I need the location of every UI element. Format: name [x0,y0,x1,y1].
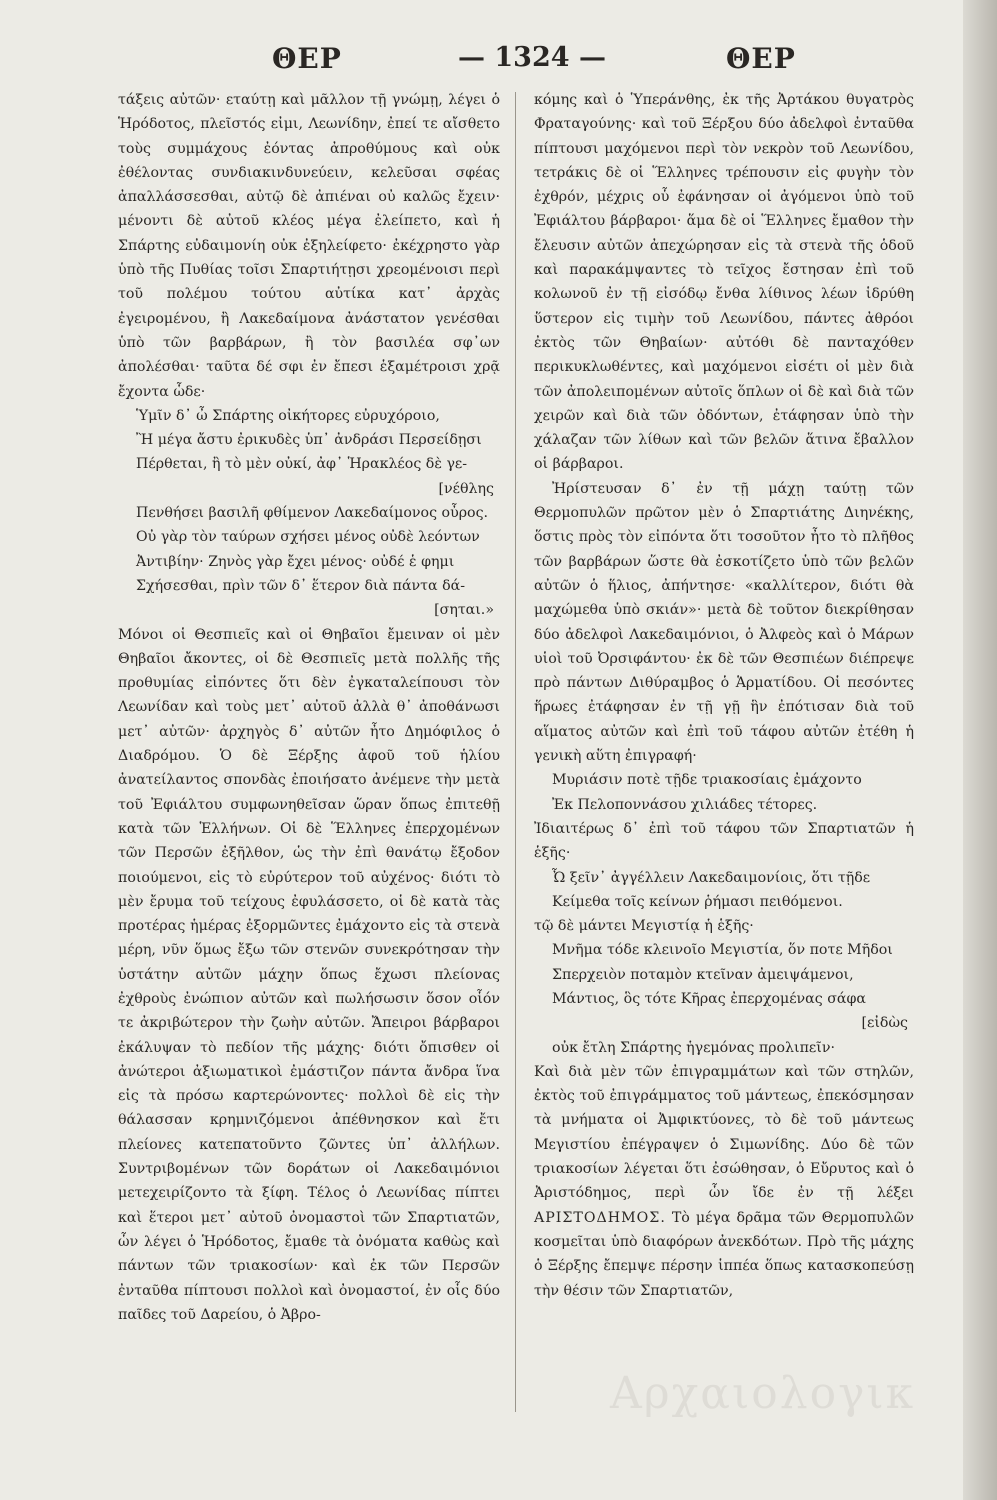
paragraph-text: Καὶ διὰ μὲν τῶν ἐπιγραμμάτων καὶ τῶν στηλῶν, ἐκτὸς τοῦ ἐπιγράμματος τοῦ μάντεως, ἐπεκόσμησαν τὰ μνήματα οἱ Ἀμφικτύονες, τὸ δὲ τοῦ μάντεως Μεγιστίου ἐπέγραψεν ὁ Σιμωνίδης. Δύο δὲ τῶν τριακοσίων λέγεται ὅτι ἐσώθησαν, ὁ Εὔρυτος καὶ ὁ Ἀριστόδημος, περὶ ὧν ἴδε ἐν τῇ λέξει [534,1063,914,1202]
page-number: — 1324 — [458,42,606,73]
verse-line: Ἐκ Πελοποννάσου χιλιάδες τέτορες. [552,796,818,813]
verse-line: Σχήσεσθαι, πρὶν τῶν δ᾽ ἕτερον διὰ πάντα δά- [136,577,466,594]
page-header [0,42,960,82]
right-paragraph-1: κόμης καὶ ὁ Ὑπεράνθης, ἐκ τῆς Ἀρτάκου θυγατρὸς Φραταγούνης· καὶ τοῦ Ξέρξου δύο ἀδελφοὶ ἐνταῦθα πίπτουσι μαχόμενοι περὶ τὸν νεκρὸν τοῦ Λεωνίδου, τετράκις δὲ οἱ Ἕλληνες τρέπουσιν εἰς φυγὴν τὸν ἐχθρόν, μέχρις οὗ ἐφάνησαν οἱ ἀγόμενοι ὑπὸ τοῦ Ἐφιάλτου βάρβαροι· ἅμα δὲ οἱ Ἕλληνες ἔμαθον τὴν ἔλευσιν αὐτῶν ἀπεχώρησαν εἰς τὰ στενὰ τῆς ὁδοῦ καὶ παρακάμψαντες τὸ τεῖχος ἔστησαν ἐπὶ τοῦ κολωνοῦ ἐν τῇ εἰσόδῳ ἔνθα λίθινος λέων ἱδρύθη ὕστερον εἰς τιμὴν τοῦ Λεωνίδου, πάντες ἀθρόοι ἐκτὸς τῶν Θηβαίων· αὐτόθι δὲ πανταχόθεν περικυκλωθέντες, καὶ μαχόμενοι εἰσέτι οἱ μὲν διὰ τῶν ἀπολειπομένων αὐτοῖς ὅπλων οἱ δὲ καὶ διὰ τῶν χειρῶν καὶ διὰ τῶν ὀδόντων, ἐτάφησαν ὑπὸ τὴν χάλαζαν τῶν λίθων καὶ τῶν βελῶν ἅτινα ἔβαλλον οἱ βάρβαροι. [534,92,914,473]
cross-reference: ΑΡΙΣΤΟΔΗΜΟΣ. [534,1209,666,1226]
epigram-megistias [534,938,914,1059]
verse-line: Οὐ γὰρ τὸν ταύρων σχήσει μένος οὐδὲ λεόντων [136,529,480,546]
verse-line: Κείμεθα τοῖς κείνων ῥήμασι πειθόμενοι. [552,893,843,910]
verse-line: Ἢ μέγα ἄστυ ἐρικυδὲς ὑπ᾽ ἀνδράσι Περσείδῃσι [136,432,482,449]
left-paragraph-1: τάξεις αὐτῶν· εταύτῃ καὶ μᾶλλον τῇ γνώμῃ, λέγει ὁ Ἡρόδοτος, πλεῖστός εἰμι, Λεωνίδην, ἐπεί τε αἴσθετο τοὺς συμμάχους ἐόντας ἀπροθύμους καὶ οὐκ ἐθέλοντας συνδιακινδυνεύειν, κελεῦσαι σφέας ἀπαλλάσσεσθαι, αὐτῷ δὲ ἀπιέναι οὐ καλῶς ἔχειν· μένοντι δὲ αὐτοῦ κλέος μέγα ἐλείπετο, καὶ ἡ Σπάρτης εὐδαιμονίη οὐκ ἐξηλείφετο· ἐκέχρηστο γὰρ ὑπὸ τῆς Πυθίας τοῖσι Σπαρτιήτῃσι χρεομένοισι περὶ τοῦ πολέμου τούτου αὐτίκα κατ᾽ ἀρχὰς ἐγειρομένου, ἢ Λακεδαίμονα ἀνάστατον γενέσθαι ὑπὸ τῶν βαρβάρων, ἢ τὸν βασιλέα σφ᾽ων ἀπολέσθαι· ταῦτα δέ σφι ἐν ἔπεσι ἑξαμέτροισι χρᾷ ἔχοντα ὧδε· [118,92,500,400]
verse-line: οὐκ ἔτλη Σπάρτης ἡγεμόνας προλιπεῖν· [552,1039,835,1056]
left-paragraph-2: Μόνοι οἱ Θεσπιεῖς καὶ οἱ Θηβαῖοι ἔμειναν οἱ μὲν Θηβαῖοι ἄκοντες, οἱ δὲ Θεσπιεῖς μετὰ πολλῆς τῆς προθυμίας εἰπόντες ὅτι δὲν ἐγκαταλείπουσι τὸν Λεωνίδαν καὶ τοὺς μετ᾽ αὐτοῦ ἀλλὰ θ᾽ ἀποθάνωσι μετ᾽ αὐτῶν· ἀρχηγὸς δ᾽ αὐτῶν ἦτο Δημόφιλος ὁ Διαδρόμου. Ὁ δὲ Ξέρξης ἀφοῦ τοῦ ἡλίου ἀνατείλαντος σπονδὰς ἐποιήσατο ἀνέμενε τὴν μετὰ τοῦ Ἐφιάλτου συμφωνηθεῖσαν ὥραν ὅπως ἐπιτεθῇ κατὰ τῶν Ἑλλήνων. Οἱ δὲ Ἕλληνες ἐπερχομένων τῶν Περσῶν ἐξῆλθον, ὡς τὴν ἐπὶ θανάτῳ ἔξοδον ποιούμενοι, εἰς τὸ εὐρύτερον τοῦ αὐχένος· διότι τὸ μὲν ἔρυμα τοῦ τείχους ἐφυλάσσετο, οἱ δὲ κατὰ τὰς προτέρας ἡμέρας ἐξορμῶντες ἐμάχοντο εἰς τὰ στενὰ μέρη, νῦν ὅμως ἔξω τῶν στενῶν συνεκρότησαν τὴν ὑστάτην αὐτῶν μάχην ὅπως ἔχωσι πλείονας ἐχθροὺς ἐνώπιον αὐτῶν καὶ πωλήσωσιν ὅσον οἷόν τε ἀκριβώτερον τὴν ζωὴν αὐτῶν. Ἄπειροι βάρβαροι ἐκάλυψαν τὸ πεδίον τῆς μάχης· διότι ὄπισθεν οἱ ἀνώτεροι ἀξιωματικοὶ ἐμάστιζον πάντα ἄνδρα ἵνα εἰς τὰ πρόσω καρτερώνοντες· πολλοὶ δὲ εἰς τὴν θάλασσαν κρημνιζόμενοι ἀπέθνησκον καὶ ἔτι πλείονες κατεπατοῦντο ζῶντες ὑπ᾽ ἀλλήλων. Συντριβομένων τῶν δοράτων οἱ Λακεδαιμόνιοι μετεχειρίζοντο τὰ ξίφη. Τέλος ὁ Λεωνίδας πίπτει καὶ ἕτεροι μετ᾽ αὐτοῦ ὀνομαστοὶ τῶν Σπαρτιατῶν, ὧν λέγει ὁ Ἡρόδοτος, ἔμαθε τὰ ὀνόματα καθὼς καὶ πάντων τῶν τριακοσίων· καὶ ἐκ τῶν Περσῶν ἐνταῦθα πίπτουσι πολλοὶ καὶ ὀνομαστοί, ἐν οἷς δύο παῖδες τοῦ Δαρείου, ὁ Ἀβρο- [118,626,500,1323]
verse-line: Πενθήσει βασιλῆ φθίμενον Λακεδαίμονος οὖρος. [136,505,489,522]
verse-line: Ἀντιβίην· Ζηνὸς γὰρ ἔχει μένος· οὐδέ ἑ φημι [136,553,455,570]
epigram-general [534,768,914,817]
watermark: Αρχαιολογικ [610,1368,916,1419]
verse-continuation: [νέθλης [438,480,494,497]
column-divider [515,92,516,1412]
right-paragraph-4: τῷ δὲ μάντει Μεγιστίᾳ ἡ ἑξῆς· [534,918,754,935]
verse-continuation: [εἰδὼς [861,1015,908,1032]
epigram-spartans [534,866,914,915]
oracle-verse [118,404,500,623]
verse-continuation: [σηται.» [434,602,494,619]
right-paragraph-2: Ἠρίστευσαν δ᾽ ἐν τῇ μάχῃ ταύτῃ τῶν Θερμοπυλῶν πρῶτον μὲν ὁ Σπαρτιάτης Διηνέκης, ὅστις πρὸς τὸν εἰπόντα ὅτι τοσοῦτον ἦτο τὸ πλῆθος τῶν βαρβάρων ὥστε θὰ ἐσκοτίζετο ὑπὸ τῶν βελῶν αὐτῶν ὁ ἥλιος, ἀπήντησε· «καλλίτερον, διότι θὰ μαχώμεθα ὑπὸ σκιάν»· μετὰ δὲ τοῦτον διεκρίθησαν δύο ἀδελφοὶ Λακεδαιμόνιοι, ὁ Ἀλφεὸς καὶ ὁ Μάρων υἱοὶ τοῦ Ὀρσιφάντου· ἐκ δὲ τῶν Θεσπιέων διέπρεψε πρὸ πάντων Διθύραμβος ὁ Ἁρματίδου. Οἱ πεσόντες ἥρωες ἐτάφησαν ἐν τῇ γῇ ἣν ἐπότισαν διὰ τοῦ αἵματος αὐτῶν καὶ ἐπὶ τοῦ τάφου αὐτῶν ἐτέθη ἡ γενικὴ αὕτη ἐπιγραφή· [534,480,914,765]
verse-line: Σπερχειὸν ποταμὸν κτεῖναν ἀμειψάμενοι, [552,966,854,983]
verse-line: Ὑμῖν δ᾽ ὦ Σπάρτης οἰκήτορες εὐρυχόροιο, [136,407,440,424]
left-column [118,88,500,1327]
header-left-keyword: ΘΕΡ [272,42,342,75]
right-paragraph-3: Ἰδιαιτέρως δ᾽ ἐπὶ τοῦ τάφου τῶν Σπαρτιατῶν ἡ ἑξῆς· [534,820,914,862]
verse-line: Μυριάσιν ποτὲ τῇδε τριακοσίαις ἐμάχοντο [552,772,862,789]
header-right-keyword: ΘΕΡ [726,42,796,75]
right-column [534,88,914,1303]
verse-line: Πέρθεται, ἢ τὸ μὲν οὐκί, ἀφ᾽ Ἡρακλέος δὲ γε- [136,456,468,473]
paragraph-text: Τὸ μέγα δρᾶμα τῶν Θερμοπυλῶν κοσμεῖται ὑπὸ διαφόρων ἀνεκδότων. Πρὸ τῆς μάχης ὁ Ξέρξης ἔπεμψε πέρσην ἱππέα ὅπως κατασκοπεύσῃ τὴν θέσιν τῶν Σπαρτιατῶν, [534,1209,914,1299]
verse-line: Μάντιος, ὃς τότε Κῆρας ἐπερχομένας σάφα [552,990,867,1007]
page-edge-shadow [963,0,997,1500]
verse-line: Ὦ ξεῖν᾽ ἀγγέλλειν Λακεδαιμονίοις, ὅτι τῇδε [552,869,871,886]
right-paragraph-5 [534,1060,914,1303]
verse-line: Μνῆμα τόδε κλεινοῖο Μεγιστία, ὅν ποτε Μῆδοι [552,942,893,959]
